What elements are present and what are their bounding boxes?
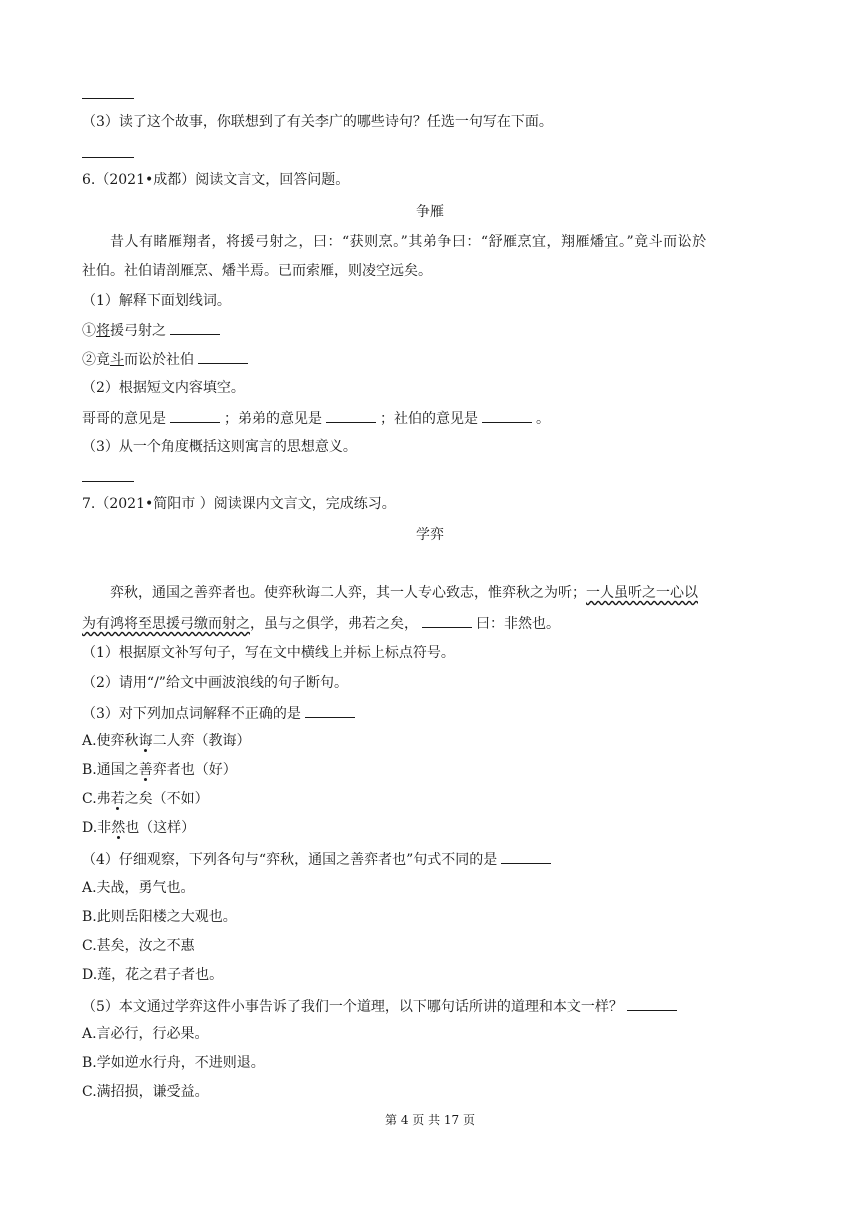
answer-blank[interactable]	[198, 349, 248, 364]
q6-sub3: （3）从一个角度概括这则寓言的思想意义。	[82, 439, 357, 455]
q7-sub5-text: （5）本文通过学弈这件小事告诉了我们一个道理，以下哪句话所讲的道理和本文一样？	[82, 999, 623, 1015]
q6-sub2-fill	[82, 408, 550, 428]
q6-sub2-a: 哥哥的意见是	[82, 411, 166, 427]
q6-sub1-b	[82, 349, 252, 369]
q6-sub2-c: ；社伯的意见是	[380, 411, 478, 427]
q7-sub3	[82, 703, 359, 723]
q6-sub1-b-pre: ②竟	[82, 352, 110, 368]
answer-blank[interactable]	[170, 320, 220, 335]
q7-sub4	[82, 849, 555, 869]
opt-post: 也（这样）	[125, 820, 196, 836]
page-number: 第 4 页 共 17 页	[385, 1113, 475, 1127]
underlined-word: 将	[96, 323, 110, 339]
opt-post: 二人弈（教诲）	[152, 733, 251, 749]
q7-opt5-a: A.言必行，行必果。	[82, 1026, 209, 1042]
answer-blank[interactable]	[326, 408, 376, 423]
q7-opt4-b: B.此则岳阳楼之大观也。	[82, 909, 237, 925]
opt-pre: C.弗	[82, 791, 111, 807]
answer-blank[interactable]	[482, 408, 532, 423]
q6-sub1-b-rest: 而讼於社伯	[124, 352, 194, 368]
q6-sub1-a-num: ①	[82, 323, 96, 339]
opt-post: 之矣（不如）	[124, 791, 209, 807]
q6-sub1: （1）解释下面划线词。	[82, 293, 231, 309]
answer-blank[interactable]	[305, 703, 355, 718]
q7-opt3-d	[82, 818, 195, 838]
q6-sub2: （2）根据短文内容填空。	[82, 380, 245, 396]
underlined-word: 斗	[110, 352, 124, 368]
q7-passage-line2	[82, 613, 560, 633]
q7-passage-line1	[110, 583, 698, 603]
q6-passage-line1: 昔人有睹雁翔者，将援弓射之，曰：“获则烹。”其弟争曰：“舒雁烹宜，翔雁燔宜。”竟斗而讼於	[110, 234, 707, 250]
answer-line	[82, 157, 134, 158]
wavy-sentence: 为有鸿将至思援弓缴而射之	[82, 616, 250, 632]
q7-opt3-b	[82, 760, 237, 780]
answer-blank[interactable]	[501, 849, 551, 864]
answer-blank[interactable]	[422, 613, 472, 628]
answer-line	[82, 481, 134, 482]
q6-sub2-b: ；弟弟的意见是	[224, 411, 322, 427]
opt-post: 弈者也（好）	[152, 762, 237, 778]
wavy-sentence: 一人虽听之一心以	[586, 585, 698, 601]
dotted-word: 善	[138, 762, 153, 778]
q5-item3: （3）读了这个故事，你联想到了有关李广的哪些诗句？任选一句写在下面。	[82, 114, 553, 130]
q7-title: 学弈	[416, 527, 444, 543]
q7-header: 7.（2021•简阳市 ）阅读课内文言文，完成练习。	[82, 496, 396, 512]
q7-opt4-a: A.夫战，勇气也。	[82, 880, 195, 896]
q7-opt3-c	[82, 789, 209, 809]
q7-passage-line2-end: 曰：非然也。	[476, 616, 560, 632]
q7-passage-line1-pre: 弈秋，通国之善弈者也。使弈秋诲二人弈，其一人专心致志，惟弈秋之为听；	[110, 585, 586, 601]
q7-sub1: （1）根据原文补写句子，写在文中横线上并标上标点符号。	[82, 645, 455, 661]
opt-pre: B.通国之	[82, 762, 139, 778]
q7-opt5-c: C.满招损，谦受益。	[82, 1084, 209, 1100]
q7-opt3-a	[82, 731, 251, 751]
q7-opt4-d: D.莲，花之君子者也。	[82, 967, 224, 983]
q7-sub2: （2）请用“/”给文中画波浪线的句子断句。	[82, 675, 348, 691]
answer-line	[82, 98, 134, 99]
q7-opt5-b: B.学如逆水行舟，不进则退。	[82, 1055, 265, 1071]
q7-sub4-text: （4）仔细观察，下列各句与“弈秋，通国之善弈者也”句式不同的是	[82, 852, 498, 868]
dotted-word: 然	[111, 820, 126, 836]
dotted-word: 诲	[138, 733, 153, 749]
q6-sub1-a	[82, 320, 224, 340]
q7-sub3-text: （3）对下列加点词解释不正确的是	[82, 706, 301, 722]
q7-opt4-c: C.甚矣，汝之不惠	[82, 938, 195, 954]
q6-header: 6.（2021•成都）阅读文言文，回答问题。	[82, 172, 350, 188]
opt-pre: A.使弈秋	[82, 733, 139, 749]
q7-passage-line2-post: ，虽与之俱学，弗若之矣，	[250, 616, 418, 632]
opt-pre: D.非	[82, 820, 112, 836]
q6-sub1-a-rest: 援弓射之	[110, 323, 166, 339]
q6-title: 争雁	[416, 204, 444, 220]
q6-sub2-end: 。	[536, 411, 550, 427]
answer-blank[interactable]	[627, 996, 677, 1011]
dotted-word: 若	[110, 791, 125, 807]
q7-sub5	[82, 996, 681, 1016]
q6-passage-line2: 社伯。社伯请剖雁烹、燔半焉。已而索雁，则凌空远矣。	[82, 263, 432, 279]
answer-blank[interactable]	[170, 408, 220, 423]
